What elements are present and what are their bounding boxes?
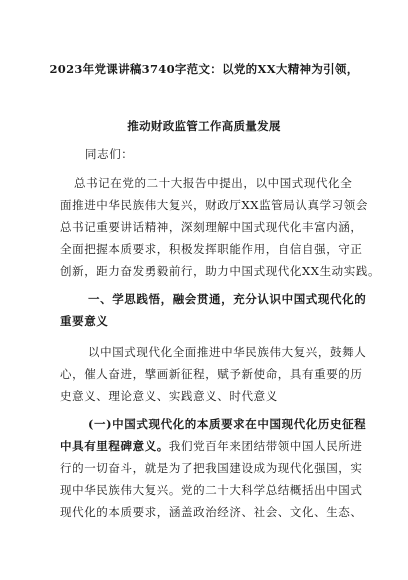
paragraph-3-line-2: 现中华民族伟大复兴。党的二十大科学总结概括出中国式 bbox=[60, 483, 363, 497]
paragraph-1-line-2: 面推进中华民族伟大复兴，财政厅XX监管局认真学习领会 bbox=[60, 198, 368, 212]
section-heading-line-1: 一、学思践悟，融会贯通，充分认识中国式现代化的 bbox=[88, 292, 367, 306]
paragraph-1-line-4: 全面把握本质要求，积极发挥职能作用，自信自强，守正 bbox=[60, 242, 363, 256]
paragraph-3-line-3: 现代化的本质要求，涵盖政治经济、社会、文化、生态、 bbox=[60, 505, 363, 519]
document-title-line-2: 推动财政监管工作高质量发展 bbox=[127, 119, 281, 133]
paragraph-3-lead-text: 我们党百年来团结带领中国人民所进 bbox=[168, 439, 363, 453]
subsection-heading-line-1: (一)中国式现代化的本质要求在中国现代化历史征程 bbox=[88, 417, 367, 431]
section-heading-line-2: 重要意义 bbox=[60, 314, 109, 328]
paragraph-2-line-1: 以中国式现代化全面推进中华民族伟大复兴，鼓舞人 bbox=[88, 345, 367, 359]
document-title-line-1: 2023年党课讲稿3740字范文：以党的XX大精神为引领， bbox=[49, 62, 359, 76]
paragraph-2-line-2: 心，催人奋进，擘画新征程，赋予新使命，具有重要的历 bbox=[60, 367, 363, 381]
paragraph-1-line-5: 创新，距力奋发勇毅前行，助力中国式现代化XX生动实践。 bbox=[60, 264, 381, 278]
subsection-heading-bold-text: 中具有里程碑意义。 bbox=[60, 439, 169, 453]
paragraph-1-line-1: 总书记在党的二十大报告中提出，以中国式现代化全 bbox=[74, 176, 353, 190]
subsection-heading-line-2 bbox=[60, 438, 363, 454]
paragraph-1-line-3: 总书记重要讲话精神，深刻理解中国式现代化丰富内涵， bbox=[60, 220, 363, 234]
salutation: 同志们： bbox=[85, 147, 134, 161]
paragraph-2-line-3: 史意义、理论意义、实践意义、时代意义 bbox=[60, 389, 278, 403]
paragraph-3-line-1: 行的一切奋斗，就是为了把我国建设成为现代化强国，实 bbox=[60, 461, 363, 475]
